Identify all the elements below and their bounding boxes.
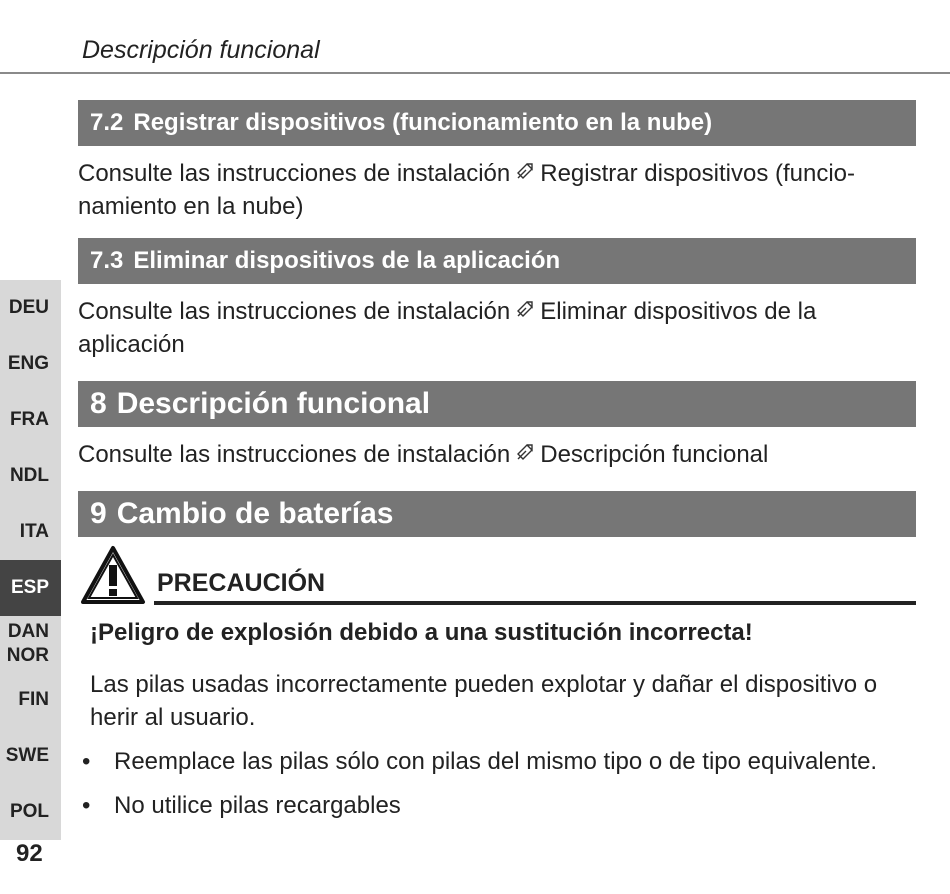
section-7-2-text (78, 157, 918, 223)
warning-rule (154, 601, 916, 605)
arrow-reference-icon (514, 160, 536, 182)
section-8-text (78, 438, 918, 471)
section-number: 9 (90, 497, 107, 530)
language-tab-dan-nor[interactable] (0, 616, 61, 672)
language-code: ESP (10, 577, 49, 598)
section-7-3-bar (78, 238, 916, 284)
language-code: DAN (7, 621, 49, 642)
language-code: SWE (5, 745, 49, 766)
cross-reference-link[interactable]: Descripción funcional (540, 441, 769, 468)
warning-triangle-icon (80, 545, 146, 605)
language-tabs (0, 280, 61, 840)
language-code: FIN (18, 689, 49, 710)
para-text: aplicación (78, 331, 185, 358)
language-code: DEU (8, 297, 49, 318)
section-9-bar (78, 491, 916, 537)
language-tab-fin[interactable] (0, 672, 61, 728)
arrow-reference-icon (514, 441, 536, 463)
section-title: Eliminar dispositivos de la aplicación (133, 247, 561, 274)
warning-body: Las pilas usadas incorrectamente pueden explotar y dañar el dispositivo o herir al usuario. (90, 671, 878, 731)
language-tab-eng[interactable] (0, 336, 61, 392)
header-rule (0, 72, 950, 74)
language-tab-fra[interactable] (0, 392, 61, 448)
section-number: 7.2 (90, 109, 124, 136)
language-tab-ita[interactable] (0, 504, 61, 560)
language-tab-deu[interactable] (0, 280, 61, 336)
section-title: Descripción funcional (116, 387, 431, 420)
section-number: 7.3 (90, 247, 124, 274)
cross-reference-link[interactable]: Eliminar dispositivos de la (540, 298, 817, 325)
bullet-icon: • (82, 792, 91, 819)
language-code: POL (9, 801, 49, 822)
list-item-text: Reemplace las pilas sólo con pilas del mismo tipo o de tipo equivalente. (114, 748, 878, 775)
list-item (80, 789, 401, 822)
warning-label: PRECAUCIÓN (157, 569, 326, 597)
language-tab-ndl[interactable] (0, 448, 61, 504)
language-code: ITA (19, 521, 49, 542)
section-8-bar (78, 381, 916, 427)
cross-reference-link[interactable]: Registrar dispositivos (funcio- (540, 160, 856, 187)
language-tab-pol[interactable] (0, 784, 61, 840)
section-7-2-bar (78, 100, 916, 146)
language-code: ENG (7, 353, 49, 374)
list-item (80, 745, 877, 778)
language-tab-swe[interactable] (0, 728, 61, 784)
section-title: Cambio de baterías (116, 497, 394, 530)
bullet-icon: • (82, 748, 91, 775)
para-text: Consulte las instrucciones de instalación (78, 441, 511, 468)
language-code: NOR (6, 645, 49, 666)
section-7-3-text (78, 295, 918, 361)
list-item-text: No utilice pilas recargables (114, 792, 401, 819)
section-number: 8 (90, 387, 107, 420)
para-text: namiento en la nube) (78, 193, 304, 220)
running-header: Descripción funcional (82, 36, 320, 64)
arrow-reference-icon (514, 298, 536, 320)
section-title: Registrar dispositivos (funcionamiento en la nube) (133, 109, 713, 136)
para-text: Consulte las instrucciones de instalación (78, 160, 511, 187)
language-code: NDL (9, 465, 49, 486)
warning-heading: ¡Peligro de explosión debido a una sustitución incorrecta! (90, 619, 753, 646)
para-text: Consulte las instrucciones de instalación (78, 298, 511, 325)
page-number: 92 (16, 840, 43, 867)
language-tab-esp[interactable] (0, 560, 61, 616)
language-code: FRA (9, 409, 49, 430)
